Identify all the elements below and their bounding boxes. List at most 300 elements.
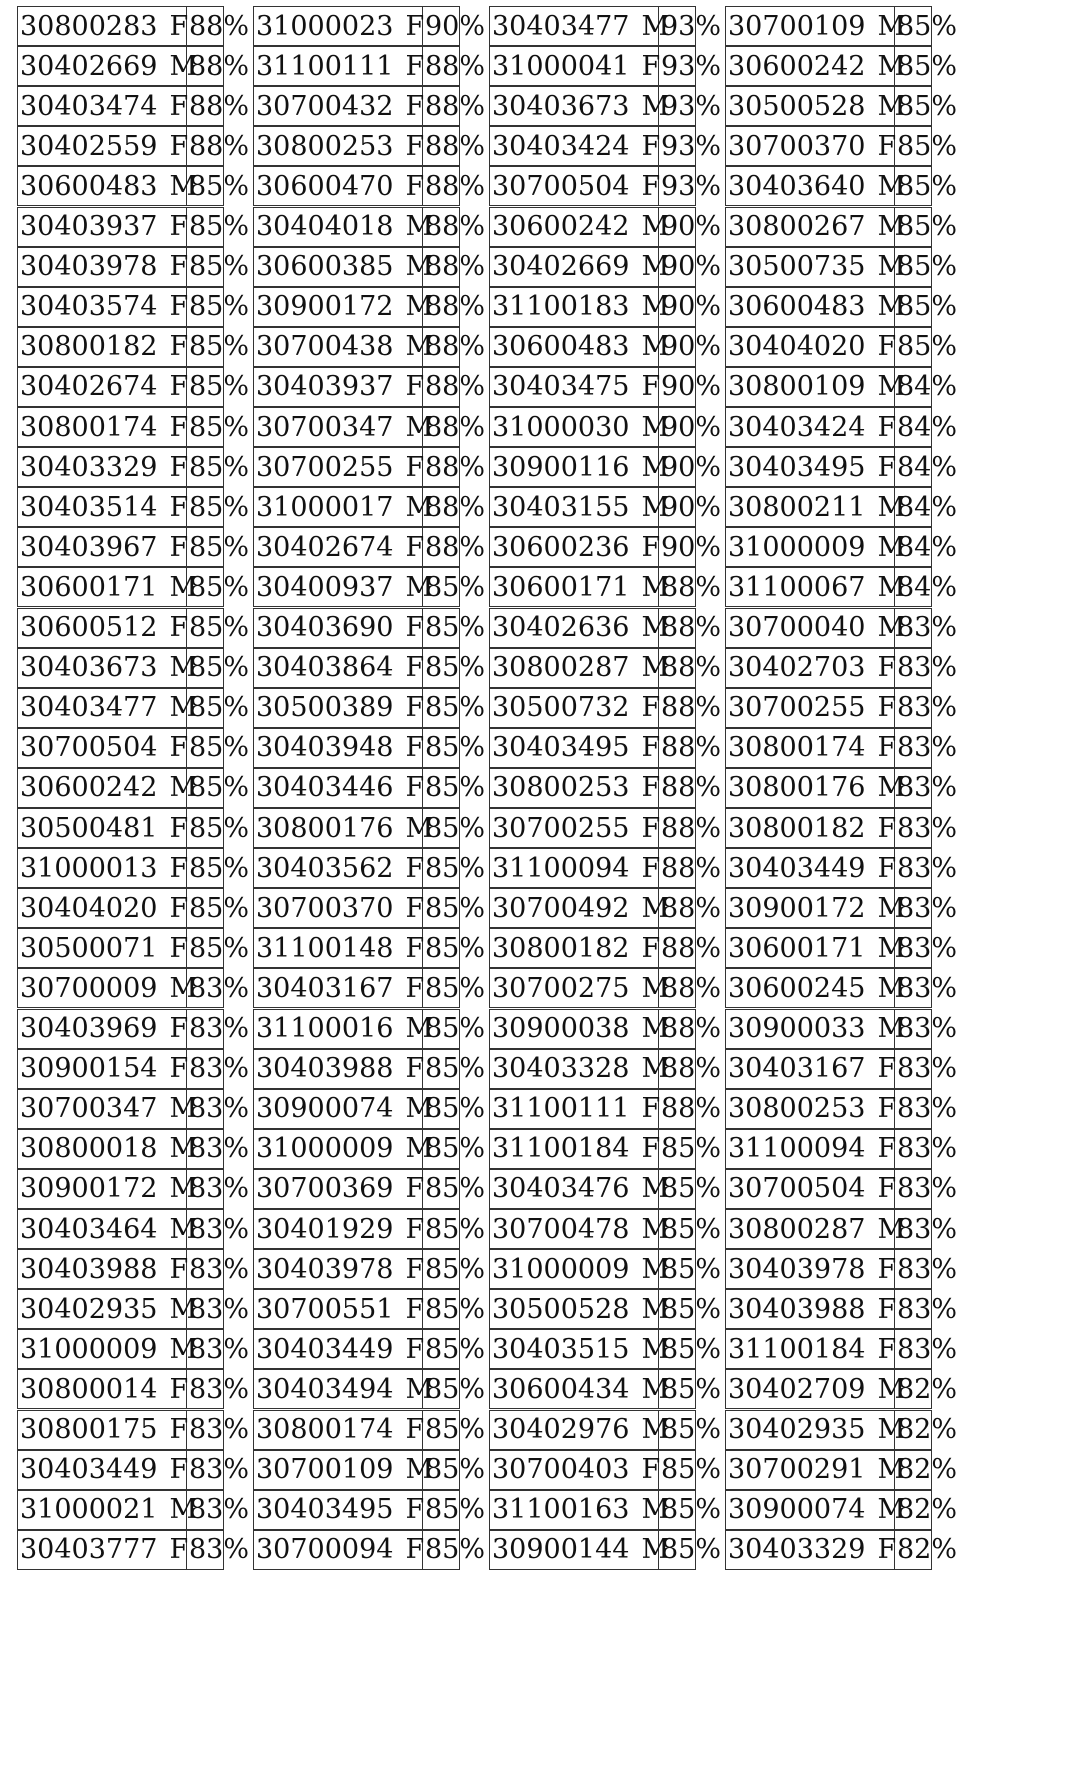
score-percent: 85% bbox=[661, 1133, 722, 1165]
table-row bbox=[17, 407, 250, 447]
score-percent: 90% bbox=[661, 251, 722, 283]
table-row bbox=[725, 126, 958, 166]
table-row bbox=[17, 1530, 250, 1570]
student-id: 30600242 bbox=[728, 50, 866, 82]
id-sex-cell bbox=[726, 568, 906, 606]
student-sex: F bbox=[641, 932, 661, 964]
id-sex-cell bbox=[490, 328, 670, 366]
id-sex-cell bbox=[726, 208, 906, 246]
student-sex: F bbox=[877, 1133, 897, 1165]
score-percent: 85% bbox=[897, 331, 958, 363]
id-sex-cell bbox=[490, 47, 659, 85]
id-sex-cell bbox=[18, 1050, 187, 1088]
student-sex: F bbox=[877, 1253, 897, 1285]
student-sex: F bbox=[405, 612, 425, 643]
table-row bbox=[489, 1450, 722, 1490]
student-sex: M bbox=[641, 1053, 670, 1085]
student-id: 30900033 bbox=[728, 1013, 866, 1044]
id-sex-cell bbox=[254, 809, 434, 847]
student-id: 30700347 bbox=[20, 1093, 158, 1125]
score-percent: 88% bbox=[425, 251, 486, 283]
student-sex: F bbox=[405, 531, 425, 563]
score-percent: 85% bbox=[425, 571, 486, 603]
table-row bbox=[253, 1049, 486, 1089]
score-percent: 85% bbox=[189, 211, 250, 242]
table-row bbox=[17, 166, 250, 206]
student-sex: F bbox=[405, 932, 425, 964]
score-percent: 85% bbox=[189, 772, 250, 804]
table-row bbox=[253, 728, 486, 768]
id-sex-cell bbox=[726, 47, 906, 85]
student-id: 30900154 bbox=[20, 1053, 158, 1085]
score-percent: 85% bbox=[897, 90, 958, 122]
student-id: 30403328 bbox=[492, 1053, 630, 1085]
table-row bbox=[489, 166, 722, 206]
score-percent: 85% bbox=[189, 411, 250, 443]
student-sex: M bbox=[169, 1173, 198, 1205]
table-row bbox=[725, 407, 958, 447]
student-sex: M bbox=[641, 1293, 670, 1325]
student-sex: F bbox=[405, 852, 425, 884]
table-row bbox=[489, 1089, 722, 1129]
score-percent: 83% bbox=[189, 972, 250, 1004]
student-id: 31100067 bbox=[728, 571, 866, 603]
score-percent: 83% bbox=[897, 1053, 958, 1085]
score-percent: 83% bbox=[897, 1213, 958, 1245]
table-row bbox=[489, 808, 722, 848]
id-sex-cell bbox=[726, 1090, 895, 1128]
score-percent: 83% bbox=[189, 1013, 250, 1044]
table-row bbox=[17, 367, 250, 407]
student-id: 31100111 bbox=[256, 50, 394, 82]
id-sex-cell bbox=[18, 1370, 187, 1408]
student-id: 30402703 bbox=[728, 652, 866, 684]
id-sex-cell bbox=[254, 328, 434, 366]
student-id: 30700492 bbox=[492, 892, 630, 924]
score-percent: 90% bbox=[661, 411, 722, 443]
id-sex-cell bbox=[18, 167, 198, 205]
id-sex-cell bbox=[726, 1210, 906, 1248]
student-id: 30900172 bbox=[256, 291, 394, 323]
table-row bbox=[489, 608, 722, 648]
table-row bbox=[253, 567, 486, 607]
student-id: 30402669 bbox=[20, 50, 158, 82]
table-row bbox=[489, 768, 722, 808]
score-percent: 82% bbox=[897, 1454, 958, 1486]
table-row bbox=[17, 808, 250, 848]
score-percent: 83% bbox=[189, 1333, 250, 1365]
student-id: 30600171 bbox=[492, 571, 630, 603]
student-id: 30500735 bbox=[728, 251, 866, 283]
id-sex-cell bbox=[726, 488, 906, 526]
student-sex: F bbox=[405, 1333, 425, 1365]
score-percent: 90% bbox=[425, 10, 486, 42]
score-percent: 83% bbox=[897, 1133, 958, 1165]
student-id: 31100184 bbox=[492, 1133, 630, 1165]
score-percent: 85% bbox=[425, 892, 486, 924]
id-sex-cell bbox=[18, 809, 187, 847]
table-row bbox=[17, 728, 250, 768]
student-sex: F bbox=[877, 411, 897, 443]
student-sex: M bbox=[641, 331, 670, 363]
score-percent: 93% bbox=[661, 10, 722, 42]
student-id: 30700369 bbox=[256, 1173, 394, 1205]
score-percent: 83% bbox=[189, 1293, 250, 1325]
student-sex: M bbox=[877, 371, 906, 403]
score-percent: 85% bbox=[189, 291, 250, 323]
id-sex-cell bbox=[254, 167, 423, 205]
id-sex-cell bbox=[18, 849, 187, 887]
student-sex: F bbox=[405, 1293, 425, 1325]
score-percent: 85% bbox=[189, 170, 250, 202]
student-sex: F bbox=[169, 90, 189, 122]
student-sex: F bbox=[877, 451, 897, 483]
student-sex: M bbox=[641, 892, 670, 924]
score-percent: 88% bbox=[661, 772, 722, 804]
id-sex-cell bbox=[490, 1370, 670, 1408]
student-sex: F bbox=[877, 692, 897, 724]
table-row bbox=[17, 1490, 250, 1530]
table-row bbox=[253, 1249, 486, 1289]
table-row bbox=[253, 768, 486, 808]
id-sex-cell bbox=[254, 288, 434, 326]
score-percent: 85% bbox=[661, 1173, 722, 1205]
student-sex: F bbox=[641, 50, 661, 82]
id-sex-cell bbox=[490, 1451, 659, 1489]
id-sex-cell bbox=[254, 1050, 423, 1088]
score-percent: 85% bbox=[189, 451, 250, 483]
id-sex-cell bbox=[726, 1290, 895, 1328]
student-sex: M bbox=[877, 1373, 906, 1405]
table-row bbox=[489, 648, 722, 688]
score-percent: 88% bbox=[661, 892, 722, 924]
student-id: 31000009 bbox=[728, 531, 866, 563]
student-id: 30800018 bbox=[20, 1133, 158, 1165]
student-id: 30403475 bbox=[492, 371, 630, 403]
student-id: 30403562 bbox=[256, 852, 394, 884]
id-sex-cell bbox=[18, 1411, 187, 1449]
student-sex: M bbox=[169, 50, 198, 82]
student-sex: F bbox=[877, 1173, 897, 1205]
student-id: 30403449 bbox=[20, 1454, 158, 1486]
student-id: 30600171 bbox=[20, 571, 158, 603]
score-percent: 85% bbox=[425, 1093, 486, 1125]
score-percent: 88% bbox=[661, 612, 722, 643]
student-id: 30500389 bbox=[256, 692, 394, 724]
score-percent: 83% bbox=[897, 1333, 958, 1365]
id-sex-cell bbox=[254, 127, 423, 165]
id-sex-cell bbox=[726, 408, 895, 446]
id-sex-cell bbox=[254, 1090, 434, 1128]
score-percent: 85% bbox=[189, 692, 250, 724]
student-id: 30403690 bbox=[256, 612, 394, 643]
score-percent: 82% bbox=[897, 1414, 958, 1445]
student-id: 31100016 bbox=[256, 1013, 394, 1044]
score-percent: 85% bbox=[425, 1253, 486, 1285]
student-sex: F bbox=[405, 451, 425, 483]
score-percent: 88% bbox=[661, 692, 722, 724]
id-sex-cell bbox=[254, 929, 423, 967]
student-id: 30800109 bbox=[728, 371, 866, 403]
id-sex-cell bbox=[490, 609, 670, 647]
id-sex-cell bbox=[254, 87, 423, 125]
student-id: 30403494 bbox=[256, 1373, 394, 1405]
student-id: 30403937 bbox=[256, 371, 394, 403]
score-percent: 85% bbox=[661, 1253, 722, 1285]
score-percent: 85% bbox=[661, 1213, 722, 1245]
id-sex-cell bbox=[726, 1050, 895, 1088]
id-sex-cell bbox=[490, 1411, 670, 1449]
table-row bbox=[253, 447, 486, 487]
student-id: 30403424 bbox=[728, 411, 866, 443]
id-sex-cell bbox=[254, 889, 423, 927]
score-percent: 93% bbox=[661, 50, 722, 82]
student-id: 30403948 bbox=[256, 732, 394, 764]
table-row bbox=[17, 1209, 250, 1249]
score-percent: 85% bbox=[425, 852, 486, 884]
student-sex: F bbox=[169, 411, 189, 443]
table-row bbox=[489, 1049, 722, 1089]
table-row bbox=[489, 928, 722, 968]
student-sex: M bbox=[877, 972, 906, 1004]
student-id: 30600236 bbox=[492, 531, 630, 563]
score-percent: 85% bbox=[897, 130, 958, 162]
id-sex-cell bbox=[18, 929, 187, 967]
id-sex-cell bbox=[726, 127, 895, 165]
student-id: 30600171 bbox=[728, 932, 866, 964]
score-percent: 85% bbox=[425, 1373, 486, 1405]
student-id: 30700275 bbox=[492, 972, 630, 1004]
table-row bbox=[253, 968, 486, 1008]
student-id: 30800253 bbox=[256, 130, 394, 162]
student-id: 30401929 bbox=[256, 1213, 394, 1245]
score-percent: 85% bbox=[425, 1173, 486, 1205]
table-row bbox=[489, 6, 722, 46]
table-row bbox=[489, 1289, 722, 1329]
id-sex-cell bbox=[254, 969, 423, 1007]
id-sex-cell bbox=[254, 1170, 423, 1208]
student-sex: F bbox=[877, 1293, 897, 1325]
student-id: 30403449 bbox=[728, 852, 866, 884]
student-sex: F bbox=[405, 692, 425, 724]
student-id: 30600470 bbox=[256, 170, 394, 202]
table-row bbox=[253, 928, 486, 968]
id-sex-cell bbox=[490, 448, 670, 486]
id-sex-cell bbox=[726, 448, 895, 486]
score-percent: 85% bbox=[425, 1494, 486, 1526]
table-row bbox=[17, 1410, 250, 1450]
table-row bbox=[725, 1450, 958, 1490]
student-sex: M bbox=[641, 1253, 670, 1285]
student-sex: M bbox=[169, 170, 198, 202]
student-sex: M bbox=[877, 531, 906, 563]
student-sex: F bbox=[641, 812, 661, 844]
id-sex-cell bbox=[490, 849, 659, 887]
student-sex: F bbox=[877, 652, 897, 684]
student-sex: F bbox=[169, 531, 189, 563]
student-sex: M bbox=[405, 812, 434, 844]
score-percent: 82% bbox=[897, 1534, 958, 1566]
student-sex: F bbox=[641, 371, 661, 403]
student-sex: M bbox=[641, 491, 670, 523]
score-percent: 83% bbox=[189, 1253, 250, 1285]
id-sex-cell bbox=[726, 729, 895, 767]
student-sex: F bbox=[641, 170, 661, 202]
score-percent: 83% bbox=[897, 1253, 958, 1285]
id-sex-cell bbox=[726, 1170, 895, 1208]
student-id: 30800182 bbox=[492, 932, 630, 964]
student-sex: F bbox=[169, 211, 189, 242]
table-row bbox=[253, 1169, 486, 1209]
student-id: 31000013 bbox=[20, 852, 158, 884]
table-row bbox=[17, 1249, 250, 1289]
score-percent: 90% bbox=[661, 331, 722, 363]
score-percent: 85% bbox=[189, 932, 250, 964]
score-percent: 83% bbox=[897, 732, 958, 764]
id-sex-cell bbox=[726, 889, 906, 927]
table-row bbox=[725, 1369, 958, 1409]
id-sex-cell bbox=[254, 1330, 423, 1368]
student-id: 30404020 bbox=[728, 331, 866, 363]
id-sex-cell bbox=[490, 167, 659, 205]
id-sex-cell bbox=[18, 47, 198, 85]
table-row bbox=[17, 1169, 250, 1209]
student-id: 31100184 bbox=[728, 1333, 866, 1365]
table-row bbox=[725, 487, 958, 527]
table-row bbox=[17, 1089, 250, 1129]
id-sex-cell bbox=[726, 528, 906, 566]
score-percent: 83% bbox=[189, 1454, 250, 1486]
student-sex: F bbox=[405, 50, 425, 82]
table-row bbox=[489, 688, 722, 728]
table-row bbox=[489, 126, 722, 166]
score-percent: 85% bbox=[897, 291, 958, 323]
score-percent: 90% bbox=[661, 531, 722, 563]
student-id: 30600483 bbox=[492, 331, 630, 363]
student-id: 31100111 bbox=[492, 1093, 630, 1125]
table-row bbox=[489, 447, 722, 487]
score-percent: 85% bbox=[661, 1414, 722, 1445]
score-percent: 85% bbox=[189, 612, 250, 643]
score-percent: 83% bbox=[189, 1534, 250, 1566]
table-row bbox=[17, 126, 250, 166]
student-sex: F bbox=[641, 852, 661, 884]
student-id: 30500528 bbox=[492, 1293, 630, 1325]
id-sex-cell bbox=[726, 849, 895, 887]
score-percent: 83% bbox=[189, 1053, 250, 1085]
student-id: 30800211 bbox=[728, 491, 866, 523]
id-sex-cell bbox=[254, 568, 434, 606]
student-sex: M bbox=[405, 291, 434, 323]
score-percent: 85% bbox=[897, 10, 958, 42]
student-id: 30402669 bbox=[492, 251, 630, 283]
student-sex: F bbox=[405, 1494, 425, 1526]
student-sex: M bbox=[877, 291, 906, 323]
student-sex: M bbox=[641, 571, 670, 603]
student-sex: M bbox=[405, 1133, 434, 1165]
student-id: 30402935 bbox=[20, 1293, 158, 1325]
table-row bbox=[17, 567, 250, 607]
student-id: 30403978 bbox=[728, 1253, 866, 1285]
student-id: 30403514 bbox=[20, 491, 158, 523]
id-sex-cell bbox=[18, 1130, 198, 1168]
student-sex: M bbox=[405, 1454, 434, 1486]
id-sex-cell bbox=[726, 929, 906, 967]
score-percent: 84% bbox=[897, 571, 958, 603]
student-sex: M bbox=[405, 1013, 434, 1044]
table-row bbox=[725, 1329, 958, 1369]
table-row bbox=[489, 86, 722, 126]
id-sex-cell bbox=[18, 448, 187, 486]
student-id: 30403515 bbox=[492, 1333, 630, 1365]
student-sex: M bbox=[405, 571, 434, 603]
score-percent: 85% bbox=[189, 732, 250, 764]
score-percent: 88% bbox=[425, 90, 486, 122]
student-sex: F bbox=[877, 1534, 897, 1566]
table-row bbox=[489, 327, 722, 367]
student-sex: M bbox=[641, 90, 670, 122]
student-id: 30403495 bbox=[256, 1494, 394, 1526]
score-percent: 88% bbox=[661, 652, 722, 684]
id-sex-cell bbox=[490, 528, 659, 566]
student-id: 30700438 bbox=[256, 331, 394, 363]
table-row bbox=[253, 1450, 486, 1490]
score-percent: 85% bbox=[425, 772, 486, 804]
student-sex: F bbox=[641, 1133, 661, 1165]
id-sex-cell bbox=[490, 729, 659, 767]
id-sex-cell bbox=[490, 248, 670, 286]
id-sex-cell bbox=[726, 1330, 895, 1368]
id-sex-cell bbox=[490, 368, 659, 406]
score-percent: 84% bbox=[897, 371, 958, 403]
student-sex: F bbox=[169, 1013, 189, 1044]
table-row bbox=[253, 1329, 486, 1369]
table-row bbox=[725, 1049, 958, 1089]
student-sex: F bbox=[877, 130, 897, 162]
table-row bbox=[17, 688, 250, 728]
table-row bbox=[489, 1490, 722, 1530]
table-row bbox=[253, 1089, 486, 1129]
student-sex: F bbox=[405, 772, 425, 804]
table-row bbox=[489, 487, 722, 527]
student-id: 30800182 bbox=[20, 331, 158, 363]
student-id: 30700255 bbox=[256, 451, 394, 483]
score-percent: 85% bbox=[897, 50, 958, 82]
student-id: 30800253 bbox=[728, 1093, 866, 1125]
table-row bbox=[489, 407, 722, 447]
score-percent: 85% bbox=[425, 1013, 486, 1044]
student-sex: F bbox=[641, 1093, 661, 1125]
student-id: 30403574 bbox=[20, 291, 158, 323]
id-sex-cell bbox=[726, 87, 906, 125]
student-sex: F bbox=[405, 972, 425, 1004]
student-id: 30403476 bbox=[492, 1173, 630, 1205]
table-row bbox=[725, 447, 958, 487]
id-sex-cell bbox=[490, 769, 659, 807]
table-row bbox=[489, 1129, 722, 1169]
score-percent: 88% bbox=[661, 1053, 722, 1085]
student-id: 31000017 bbox=[256, 491, 394, 523]
student-id: 30900172 bbox=[728, 892, 866, 924]
table-row bbox=[17, 1129, 250, 1169]
student-id: 31000009 bbox=[492, 1253, 630, 1285]
id-sex-cell bbox=[18, 969, 198, 1007]
score-percent: 85% bbox=[189, 331, 250, 363]
student-sex: M bbox=[169, 972, 198, 1004]
id-sex-cell bbox=[726, 649, 895, 687]
score-percent: 83% bbox=[189, 1213, 250, 1245]
table-row bbox=[725, 1009, 958, 1049]
